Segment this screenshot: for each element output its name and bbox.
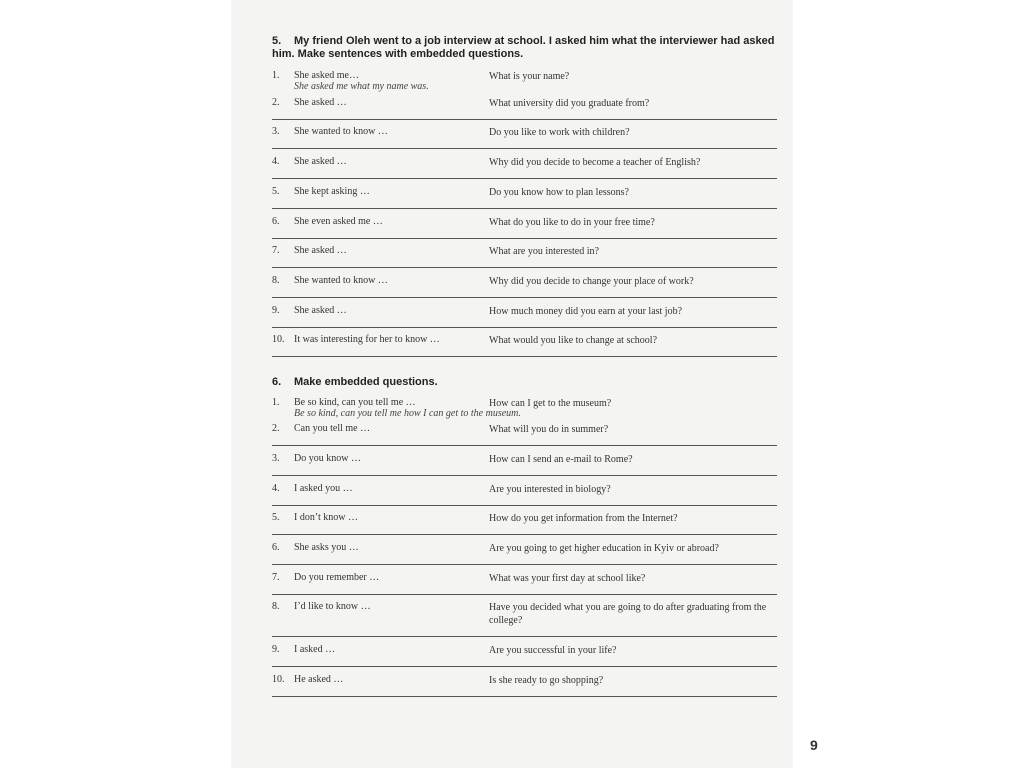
exercise-item xyxy=(272,674,777,704)
exercise-6-title xyxy=(272,376,777,389)
item-question: Why did you decide to change your place of work? xyxy=(489,276,694,287)
item-prompt: I don’t know … xyxy=(294,512,358,523)
answer-line xyxy=(272,178,777,179)
item-prompt: I asked … xyxy=(294,644,336,655)
item-number: 2. xyxy=(272,423,280,434)
item-prompt: Do you know … xyxy=(294,453,361,464)
exercise-item xyxy=(272,305,777,335)
item-number: 8. xyxy=(272,601,280,612)
exercise-item xyxy=(272,453,777,483)
item-prompt: She wanted to know … xyxy=(294,126,388,137)
item-question: What will you do in summer? xyxy=(489,424,609,435)
item-number: 10. xyxy=(272,674,285,685)
exercise-5-title xyxy=(272,35,777,61)
item-question: Are you interested in biology? xyxy=(489,484,611,495)
answer-line xyxy=(272,534,777,535)
item-number: 1. xyxy=(272,397,280,408)
item-prompt: Be so kind, can you tell me … xyxy=(294,397,416,408)
item-prompt: She asked … xyxy=(294,245,347,256)
item-question: Have you decided what you are going to do after graduating from the college? xyxy=(489,602,767,626)
item-prompt: She kept asking … xyxy=(294,186,370,197)
exercise-item xyxy=(272,275,777,305)
item-question: Why did you decide to become a teacher of English? xyxy=(489,157,701,168)
item-number: 8. xyxy=(272,275,280,286)
exercise-item xyxy=(272,216,777,246)
item-number: 1. xyxy=(272,70,280,81)
answer-line xyxy=(272,475,777,476)
answer-line xyxy=(272,148,777,149)
item-number: 9. xyxy=(272,644,280,655)
item-prompt: Do you remember … xyxy=(294,572,380,583)
item-number: 5. xyxy=(272,512,280,523)
item-prompt: She even asked me … xyxy=(294,216,383,227)
answer-line xyxy=(272,327,777,328)
item-number: 4. xyxy=(272,156,280,167)
answer-line xyxy=(272,594,777,595)
item-number: 6. xyxy=(272,216,280,227)
exercise-item xyxy=(272,156,777,186)
answer-line xyxy=(272,297,777,298)
answer-line xyxy=(272,238,777,239)
item-prompt: She asks you … xyxy=(294,542,359,553)
answer-line xyxy=(272,445,777,446)
exercise-item xyxy=(272,512,777,542)
item-question: What would you like to change at school? xyxy=(489,335,658,346)
item-number: 7. xyxy=(272,572,280,583)
item-number: 9. xyxy=(272,305,280,316)
exercise-item xyxy=(272,644,777,674)
item-prompt: She asked … xyxy=(294,305,347,316)
answer-line xyxy=(272,696,777,697)
exercise-item xyxy=(272,126,777,156)
exercise-5-instructions: My friend Oleh went to a job interview at school. I asked him what the interviewer had asked him. Make sentences with embedded questions. xyxy=(272,35,775,60)
exercise-item xyxy=(272,423,777,453)
answer-line xyxy=(272,119,777,120)
item-prompt: It was interesting for her to know … xyxy=(294,334,440,345)
answer-line xyxy=(272,564,777,565)
item-question: What university did you graduate from? xyxy=(489,98,650,109)
exercise-item xyxy=(272,334,777,364)
answer-line xyxy=(272,267,777,268)
answer-line xyxy=(272,666,777,667)
item-prompt: I asked you … xyxy=(294,483,353,494)
exercise-item xyxy=(272,601,777,631)
item-question: Are you going to get higher education in Kyiv or abroad? xyxy=(489,543,719,554)
item-question: How can I send an e-mail to Rome? xyxy=(489,454,633,465)
item-number: 3. xyxy=(272,126,280,137)
item-prompt: She asked … xyxy=(294,156,347,167)
exercise-6-number: 6. xyxy=(272,376,282,388)
exercise-item xyxy=(272,186,777,216)
exercise-item xyxy=(272,572,777,602)
exercise-item xyxy=(272,70,777,100)
item-prompt: I’d like to know … xyxy=(294,601,371,612)
answer-line xyxy=(272,505,777,506)
item-prompt: He asked … xyxy=(294,674,344,685)
item-question: How can I get to the museum? xyxy=(489,398,612,409)
answer-line xyxy=(272,356,777,357)
item-number: 2. xyxy=(272,97,280,108)
item-question: What was your first day at school like? xyxy=(489,573,646,584)
item-prompt: She asked me… xyxy=(294,70,359,81)
item-question: Do you know how to plan lessons? xyxy=(489,187,629,198)
item-prompt: She wanted to know … xyxy=(294,275,388,286)
item-prompt: She asked … xyxy=(294,97,347,108)
item-number: 10. xyxy=(272,334,285,345)
answer-line xyxy=(272,208,777,209)
exercise-item xyxy=(272,483,777,513)
exercise-5-number: 5. xyxy=(272,35,282,47)
example-answer: She asked me what my name was. xyxy=(294,81,429,92)
exercise-6-instructions: Make embedded questions. xyxy=(294,376,438,388)
item-number: 7. xyxy=(272,245,280,256)
item-question: What do you like to do in your free time? xyxy=(489,217,655,228)
exercise-item xyxy=(272,97,777,127)
item-number: 4. xyxy=(272,483,280,494)
item-question: How much money did you earn at your last job? xyxy=(489,306,683,317)
item-question: What is your name? xyxy=(489,71,570,82)
item-question: What are you interested in? xyxy=(489,246,599,257)
item-question: Do you like to work with children? xyxy=(489,127,630,138)
answer-line xyxy=(272,636,777,637)
item-question: Are you successful in your life? xyxy=(489,645,617,656)
item-number: 3. xyxy=(272,453,280,464)
page-number: 9 xyxy=(810,737,818,753)
exercise-item xyxy=(272,245,777,275)
worksheet-page xyxy=(231,0,818,768)
exercise-item xyxy=(272,542,777,572)
item-number: 6. xyxy=(272,542,280,553)
item-number: 5. xyxy=(272,186,280,197)
item-prompt: Can you tell me … xyxy=(294,423,371,434)
item-question: Is she ready to go shopping? xyxy=(489,675,604,686)
example-answer: Be so kind, can you tell me how I can get to the museum. xyxy=(294,408,521,419)
item-question: How do you get information from the Internet? xyxy=(489,513,678,524)
